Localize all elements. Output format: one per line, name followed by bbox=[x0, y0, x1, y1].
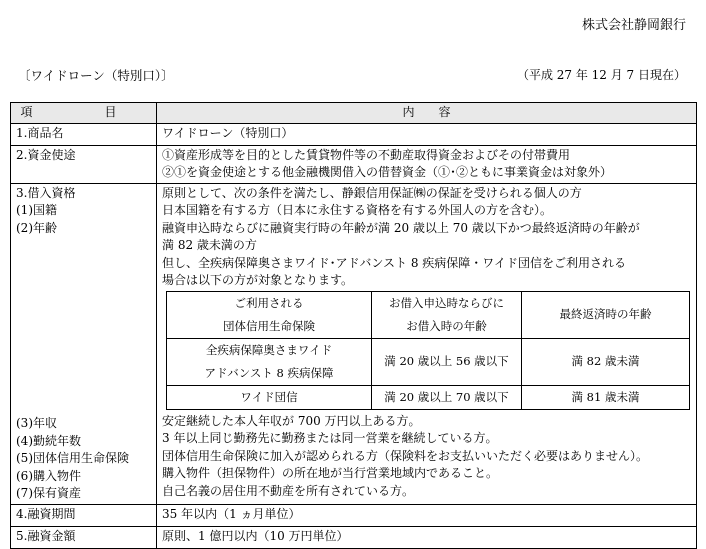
row-label: 4.融資期間 bbox=[11, 504, 157, 526]
table-header-row bbox=[11, 103, 697, 124]
table-row-amount bbox=[11, 526, 697, 548]
row-content: ワイドローン（特別口） bbox=[157, 123, 697, 145]
row-label: 5.融資金額 bbox=[11, 526, 157, 548]
eligibility-line: 場合は以下の方が対象となります。 bbox=[162, 273, 354, 287]
document-date: （平成 27 年 12 月 7 日現在） bbox=[516, 68, 686, 82]
subtable-header: 最終返済時の年齢 bbox=[522, 291, 690, 338]
row-label: 3.借入資格 (1)国籍 (2)年齢 (3)年収 (4)勤続年数 (5)団体信用生命保険 (6)購入物件 (7)保有資産 bbox=[11, 183, 157, 504]
subtable-header: お借入申込時ならびに お借入時の年齢 bbox=[372, 291, 522, 338]
header-item: 項 目 bbox=[11, 103, 157, 124]
eligibility-line: 融資申込時ならびに融資実行時の年齢が満 20 歳以上 70 歳以下かつ最終返済時の年齢が bbox=[162, 220, 640, 235]
row-label: 2.資金使途 bbox=[11, 145, 157, 183]
bank-name: 株式会社静岡銀行 bbox=[581, 18, 686, 33]
table-row-product bbox=[11, 123, 697, 145]
row-content bbox=[157, 145, 697, 183]
row-label: 1.商品名 bbox=[11, 123, 157, 145]
subtable-cell: 満 20 歳以上 56 歳以下 bbox=[372, 338, 522, 385]
row-content: 35 年以内（1 ヵ月単位） bbox=[157, 504, 697, 526]
eligibility-line: 3 年以上同じ勤務先に勤務または同一営業を継続している方。 bbox=[162, 431, 498, 445]
subtable-header-row bbox=[167, 291, 690, 338]
eligibility-line: 自己名義の居住用不動産を所有されている方。 bbox=[162, 483, 415, 498]
subtable-cell: 全疾病保障奥さまワイド アドバンスト 8 疾病保障 bbox=[167, 338, 372, 385]
eligibility-line: 購入物件（担保物件）の所在地が当行営業地域内であること。 bbox=[162, 466, 499, 480]
loan-terms-table bbox=[10, 102, 697, 549]
table-row-eligibility bbox=[11, 183, 697, 504]
table-row-purpose bbox=[11, 145, 697, 183]
subtable-cell: 満 20 歳以上 70 歳以下 bbox=[372, 385, 522, 409]
header-content: 内 容 bbox=[157, 103, 697, 124]
purpose-line: ①資産形成等を目的とした賃貸物件等の不動産取得資金およびその付帯費用 bbox=[162, 147, 571, 162]
eligibility-line: 日本国籍を有する方（日本に永住する資格を有する外国人の方を含む）。 bbox=[162, 203, 553, 217]
subtable-cell: 満 82 歳未満 bbox=[522, 338, 690, 385]
subtable-row bbox=[167, 385, 690, 409]
eligibility-line: 団体信用生命保険に加入が認められる方（保険料をお支払いいただく必要はありません）。 bbox=[162, 448, 649, 463]
eligibility-line: 但し、全疾病保障奥さまワイド･アドバンスト 8 疾病保障・ワイド団信をご利用される bbox=[162, 255, 626, 270]
subtable-row bbox=[167, 338, 690, 385]
eligibility-line: 原則として、次の条件を満たし、静銀信用保証㈱の保証を受けられる個人の方 bbox=[162, 185, 582, 200]
eligibility-line: 安定継続した本人年収が 700 万円以上ある方。 bbox=[162, 413, 421, 428]
row-content bbox=[157, 183, 697, 504]
eligibility-line: 満 82 歳未満の方 bbox=[162, 238, 257, 252]
table-row-term bbox=[11, 504, 697, 526]
age-requirement-table bbox=[166, 291, 690, 410]
row-content: 原則、1 億円以内（10 万円単位） bbox=[157, 526, 697, 548]
subtable-cell: 満 81 歳未満 bbox=[522, 385, 690, 409]
purpose-line: ②①を資金使途とする他金融機関借入の借替資金（①･②ともに事業資金は対象外） bbox=[162, 165, 613, 179]
document-title: 〔ワイドローン（特別口）〕 bbox=[18, 68, 174, 83]
subtable-header: ご利用される 団体信用生命保険 bbox=[167, 291, 372, 338]
subtable-cell: ワイド団信 bbox=[167, 385, 372, 409]
